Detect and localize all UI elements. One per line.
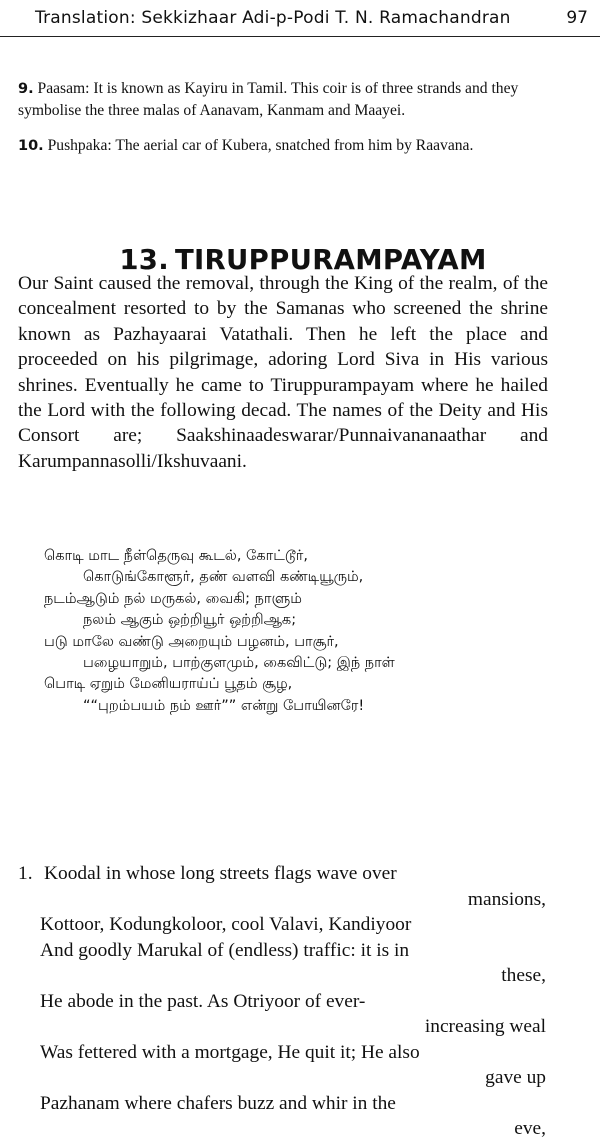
running-header-title: Translation: Sekkizhaar Adi-p-Podi T. N. Ramachandran (35, 8, 511, 28)
verse-number: 1. (18, 863, 33, 884)
page-number: 97 (566, 8, 588, 28)
footnote-10 (18, 135, 583, 157)
translation-line: And goodly Marukal of (endless) traffic: it is in (40, 939, 410, 961)
translation-line: He abode in the past. As Otriyoor of ever- (40, 990, 366, 1012)
translation-line: Koodal in whose long streets flags wave over (44, 863, 397, 884)
running-header (0, 2, 600, 37)
translation-line: Pazhanam where chafers buzz and whir in the (40, 1092, 396, 1114)
footnote-number: 9. (18, 81, 34, 97)
translation-line-continuation: mansions, (467, 888, 546, 910)
footnote-number: 10. (18, 138, 44, 154)
footnote-9 (18, 78, 583, 122)
translation-line-continuation: increasing weal (424, 1016, 546, 1037)
footnote-text: Paasam: It is known as Kayiru in Tamil. This coir is of three strands and they symbolise the three malas of Aanavam, Kanmam and Maayei. (18, 80, 519, 119)
intro-paragraph: Our Saint caused the removal, through the King of the realm, of the concealment resorted to by the Samanas who screened the shrine known as Pazhayaarai Vatathali. Then he left the place and proceeded on his pilgrimage, adoring Lord Siva in His various shrines. Eventually he came to Tiruppurampayam where he hailed the Lord with the following decad. The names of the Deity and His Consort are; Saakshinaadeswarar/Punnaivananaathar and Karumpannasolli/Ikshuvaani. (18, 273, 548, 472)
translation-line: Kottoor, Kodungkoloor, cool Valavi, Kandiyoor (40, 914, 412, 935)
tamil-verse-line: பொடி ஏறும் மேனியராய்ப் பூதம் சூழ, (44, 676, 293, 693)
footnote-text: Pushpaka: The aerial car of Kubera, snatched from him by Raavana. (47, 137, 474, 154)
translation-line-continuation: gave up (485, 1067, 546, 1088)
chapter-number: 13. (119, 244, 169, 277)
translation-line-continuation: eve, (514, 1118, 546, 1139)
translation-line-continuation: these, (501, 965, 546, 986)
tamil-verse-line: கொடி மாட நீள்தெருவு கூடல், கோட்டூர், (44, 548, 308, 564)
tamil-verse (44, 546, 564, 717)
tamil-verse-line: பழையாறும், பாற்குளமும், கைவிட்டு; இந் நாள் (83, 655, 395, 672)
chapter-title: TIRUPPURAMPAYAM (174, 244, 487, 277)
tamil-verse-line: நடம்ஆடும் நல் மருகல், வைகி; நாளும் (44, 590, 302, 607)
tamil-verse-line: கொடுங்கோளூர், தண் வளவி கண்டியூரும், (83, 569, 364, 586)
translation-line: Was fettered with a mortgage, He quit it; He also (40, 1041, 420, 1063)
footnotes (18, 78, 583, 170)
tamil-verse-line: நலம் ஆகும் ஒற்றியூர் ஒற்றிஆக; (83, 612, 297, 629)
verse-translation (18, 861, 548, 1142)
tamil-verse-line: படு மாலே வண்டு அறையும் பழனம், பாசூர், (44, 633, 339, 650)
tamil-verse-line: ““புறம்பயம் நம் ஊர்”” என்று போயினரே! (83, 697, 365, 714)
